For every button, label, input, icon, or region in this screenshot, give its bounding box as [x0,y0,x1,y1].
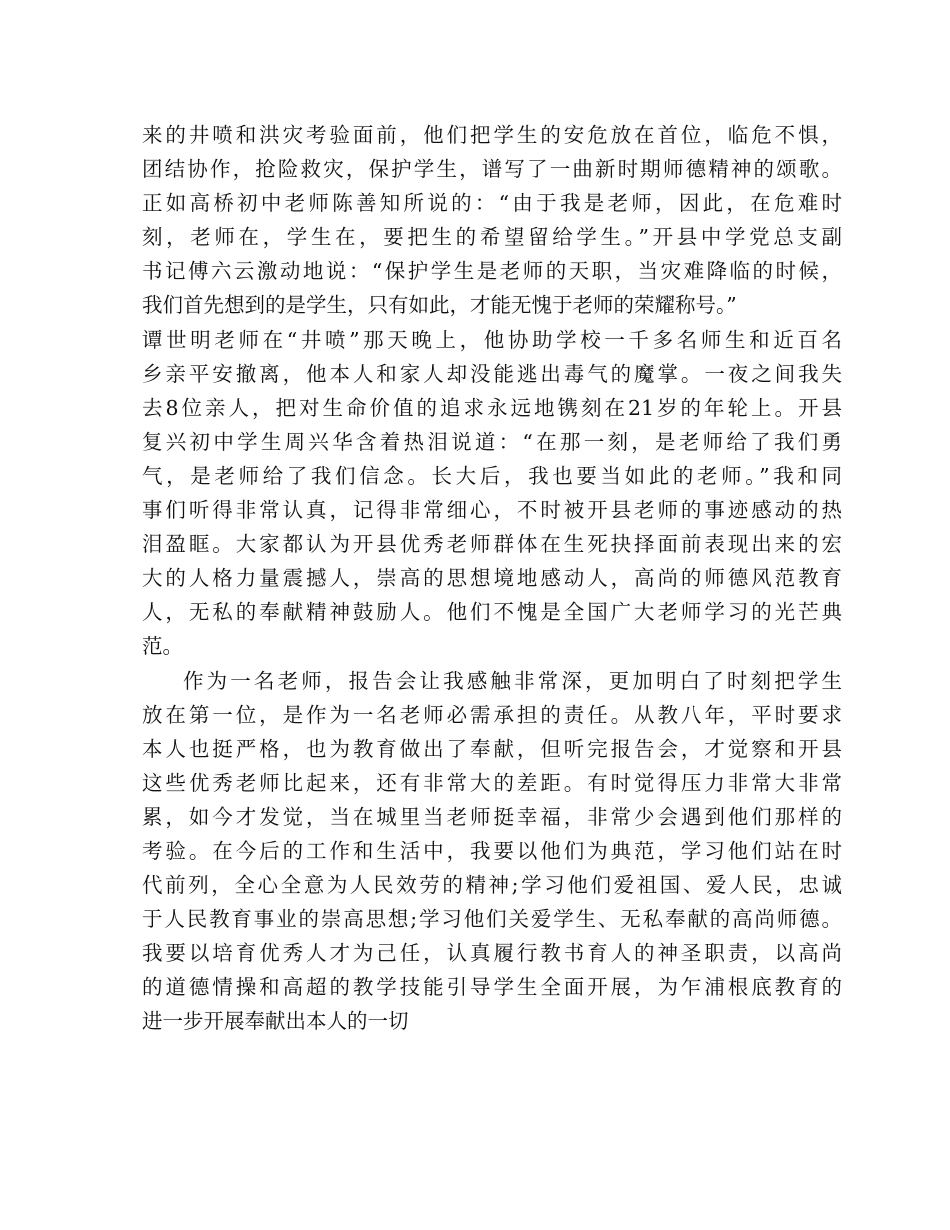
text-line: 正如高桥初中老师陈善知所说的：“由于我是老师，因此，在危难时 [142,191,842,216]
text-line: 这些优秀老师比起来，还有非常大的差距。有时觉得压力非常大非常 [142,770,842,795]
text-line: 复兴初中学生周兴华含着热泪说道：“在那一刻，是老师给了我们勇 [142,429,842,454]
text-line: 泪盈眶。大家都认为开县优秀老师群体在生死抉择面前表现出来的宏 [142,532,842,557]
text-line: 团结协作，抢险救灾，保护学生，谱写了一曲新时期师德精神的颂歌。 [142,157,842,182]
text-line: 书记傅六云激动地说：“保护学生是老师的天职，当灾难降临的时候， [142,259,842,284]
text-line: 乡亲平安撤离，他本人和家人却没能逃出毒气的魔掌。一夜之间我失 [142,361,842,386]
paragraph-2 [142,664,842,1039]
text-line: 去8位亲人，把对生命价值的追求永远地镌刻在21岁的年轮上。开县 [142,395,842,420]
text-line: 累，如今才发觉，当在城里当老师挺幸福，非常少会遇到他们那样的 [142,804,842,829]
text-line: 作为一名老师，报告会让我感触非常深，更加明白了时刻把学生 [183,668,842,693]
text-line: 放在第一位，是作为一名老师必需承担的责任。从教八年，平时要求 [142,702,842,727]
text-line: 来的井喷和洪灾考验面前，他们把学生的安危放在首位，临危不惧， [142,123,842,147]
text-line: 进一步开展奉献出本人的一切 [142,1009,409,1034]
text-line: 本人也挺严格，也为教育做出了奉献，但听完报告会，才觉察和开县 [142,736,842,761]
body-text [142,118,842,1039]
text-line: 大的人格力量震撼人，崇高的思想境地感动人，高尚的师德风范教育 [142,566,842,591]
text-line: 人，无私的奉献精神鼓励人。他们不愧是全国广大老师学习的光芒典 [142,600,842,625]
text-line: 的道德情操和高超的教学技能引导学生全面开展，为乍浦根底教育的 [142,975,842,1000]
text-line: 我们首先想到的是学生，只有如此，才能无愧于老师的荣耀称号。” [142,293,737,318]
text-line: 于人民教育事业的崇高思想;学习他们关爱学生、无私奉献的高尚师德。 [142,907,842,932]
text-line: 事们听得非常认真，记得非常细心，不时被开县老师的事迹感动的热 [142,498,842,523]
paragraph-1 [142,118,842,664]
text-line: 谭世明老师在“井喷”那天晚上，他协助学校一千多名师生和近百名 [142,327,842,352]
text-line: 代前列，全心全意为人民效劳的精神;学习他们爱祖国、爱人民，忠诚 [142,873,842,898]
text-line: 气，是老师给了我们信念。长大后，我也要当如此的老师。”我和同 [142,463,842,488]
text-line: 范。 [142,634,183,659]
text-line: 刻，老师在，学生在，要把生的希望留给学生。”开县中学党总支副 [142,225,842,250]
text-line: 我要以培育优秀人才为己任，认真履行教书育人的神圣职责，以高尚 [142,941,842,966]
text-line: 考验。在今后的工作和生活中，我要以他们为典范，学习他们站在时 [142,838,842,863]
